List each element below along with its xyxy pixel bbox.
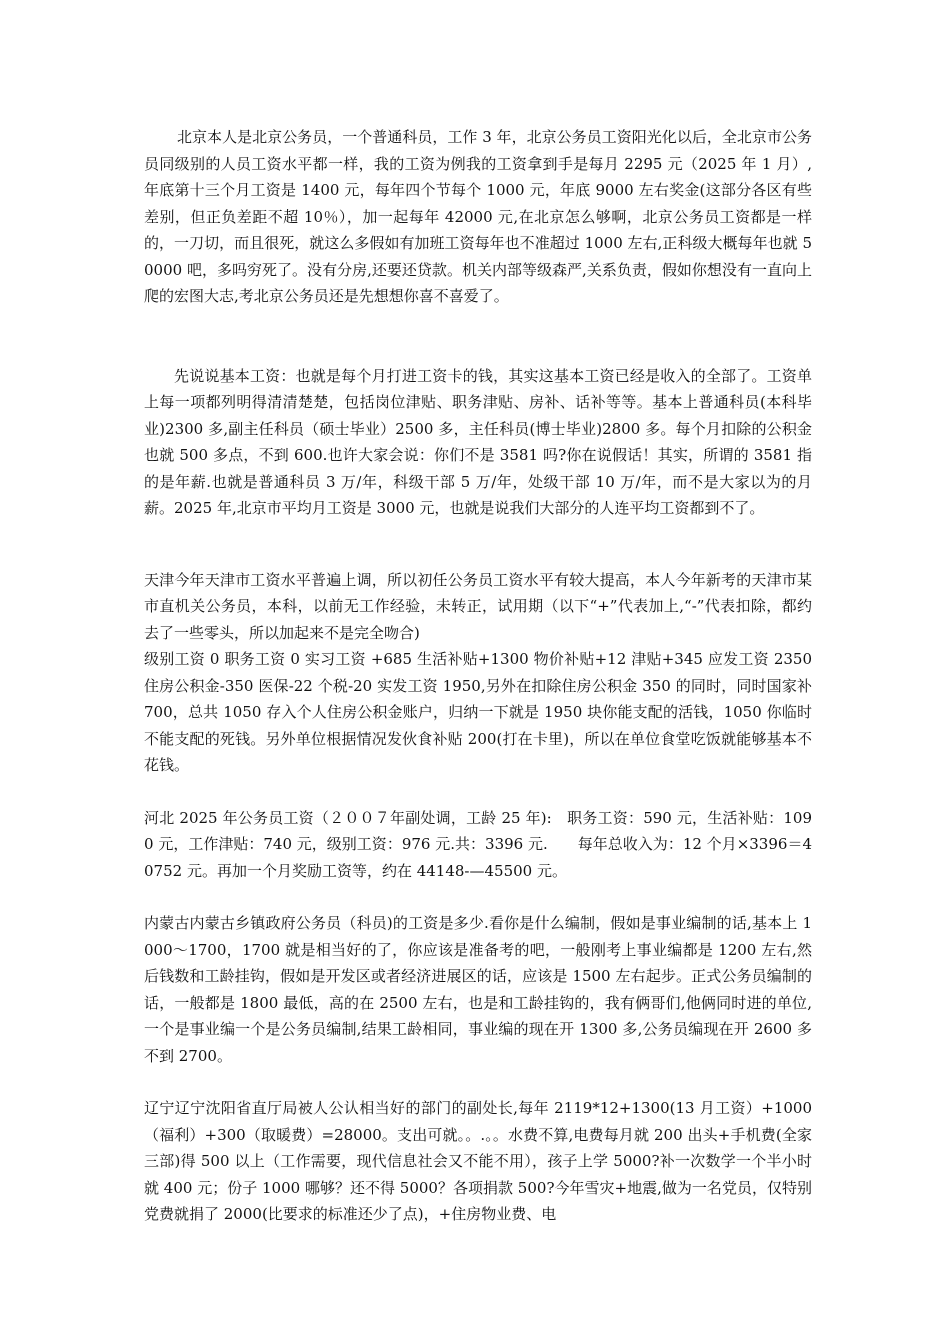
paragraph-tianjin-details: 级别工资 0 职务工资 0 实习工资 +685 生活补贴+1300 物价补贴+12 津贴+345 应发工资 2350 住房公积金-350 医保-22 个税-20 实发工资 1950,另外在扣除住房公积金 350 的同时，同时国家补 700，总共 1050 存入个人住房公积金账户，归纳一下就是 1950 块你能支配的活钱，1050 你临时不能支配的死钱。另外单位根据情况发伙食补贴 200(打在卡里)，所以在单位食堂吃饭就能够基本不花钱。 [144, 650, 812, 774]
paragraph-spacer [144, 310, 812, 363]
paragraph-spacer [144, 522, 812, 567]
paragraph-beijing-1: 北京本人是北京公务员，一个普通科员，工作 3 年，北京公务员工资阳光化以后，全北京市公务员同级别的人员工资水平都一样，我的工资为例我的工资拿到手是每月 2295 元（2025 年 1 月）,年底第十三个月工资是 1400 元，每年四个节每个 1000 元，年底 9000 左右奖金(这部分各区有些差别，但正负差距不超 10％），加一起每年 42000 元,在北京怎么够啊，北京公务员工资都是一样的，一刀切，而且很死，就这么多假如有加班工资每年也不准超过 1000 左右,正科级大概每年也就 50000 吧，多吗穷死了。没有分房,还要还贷款。机关内部等级森严,关系负责，假如你想没有一直向上爬的宏图大志,考北京公务员还是先想想你喜不喜爱了。 [144, 128, 812, 305]
paragraph-spacer [144, 1069, 812, 1095]
paragraph-tianjin-intro: 天津今年天津市工资水平普遍上调，所以初任公务员工资水平有较大提高，本人今年新考的天津市某市直机关公务员，本科，以前无工作经验，未转正，试用期（以下“+”代表加上,“-”代表扣除，都约去了一些零头，所以加起来不是完全吻合) [144, 570, 812, 642]
paragraph-hebei: 河北 2025 年公务员工资（２００７年副处调，工龄 25 年): 职务工资：590 元，生活补贴：1090 元，工作津贴：740 元，级别工资：976 元.共：3396 元. 每年总收入为：12 个月×3396＝40752 元。再加一个月奖励工资等，约在 44148-—45500 元。 [144, 808, 812, 880]
paragraph-spacer [144, 779, 812, 805]
paragraph-beijing-2: 先说说基本工资：也就是每个月打进工资卡的钱，其实这基本工资已经是收入的全部了。工资单上每一项都列明得清清楚楚，包括岗位津贴、职务津贴、房补、话补等等。基本上普通科员(本科毕业)2300 多,副主任科员（硕士毕业）2500 多，主任科员(博士毕业)2800 多。每个月扣除的公积金也就 500 多点，不到 600.也许大家会说：你们不是 3581 吗?你在说假话！其实，所谓的 3581 指的是年薪.也就是普通科员 3 万/年，科级干部 5 万/年，处级干部 10 万/年，而不是大家以为的月薪。2025 年,北京市平均月工资是 3000 元，也就是说我们大部分的人连平均工资都到不了。 [144, 366, 812, 517]
paragraph-spacer [144, 884, 812, 910]
paragraph-liaoning: 辽宁辽宁沈阳省直厅局被人公认相当好的部门的副处长,每年 2119*12+1300(13 月工资）+1000（福利）+300（取暖费）=28000。支出可就。。.。。水费不算,电费每月就 200 出头+手机费(全家三部)得 500 以上（工作需要，现代信息社会又不能不用），孩子上学 5000?补一次数学一个半小时就 400 元；份子 1000 哪够？还不得 5000？各项捐款 500?今年雪灾+地震,做为一名党员，仅特别党费就捐了 2000(比要求的标准还少了点)，+住房物业费、电 [144, 1099, 812, 1223]
paragraph-inner-mongolia: 内蒙古内蒙古乡镇政府公务员（科员)的工资是多少.看你是什么编制，假如是事业编制的话,基本上 1000～1700，1700 就是相当好的了，你应该是准备考的吧，一般刚考上事业编都是 1200 左右,然后钱数和工龄挂钩，假如是开发区或者经济进展区的话，应该是 1500 左右起步。正式公务员编制的话，一般都是 1800 最低，高的在 2500 左右，也是和工龄挂钩的，我有俩哥们,他俩同时进的单位,一个是事业编一个是公务员编制,结果工龄相同，事业编的现在开 1300 多,公务员编现在开 2600 多不到 2700。 [144, 914, 812, 1065]
document-page [144, 124, 812, 1228]
